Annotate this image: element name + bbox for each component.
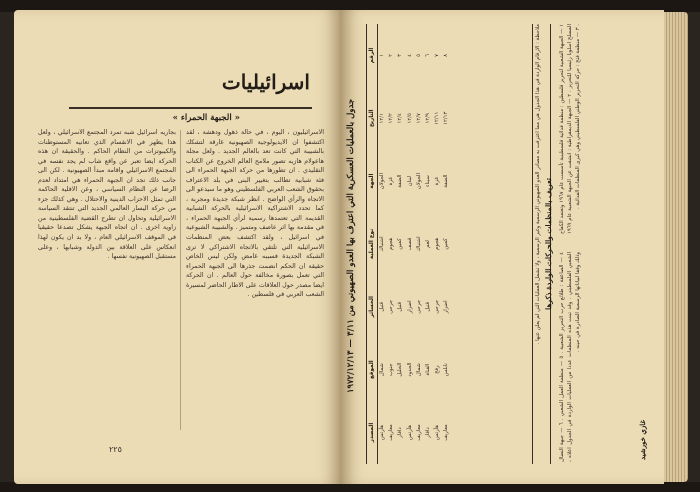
table-row	[424, 24, 433, 464]
table-cell: سيناء	[425, 175, 432, 187]
header-cell: نوع العملية	[367, 213, 378, 276]
table-cell: هآرتس	[406, 424, 413, 441]
table-row	[378, 24, 388, 464]
table-cell: دافار	[425, 427, 432, 438]
table-cell: ١٢/١١	[434, 111, 441, 125]
table-cell: ١٢/٤	[397, 113, 404, 124]
header-cell: الرقم	[367, 24, 378, 87]
table-cell: دافار	[397, 427, 404, 438]
table-cell: نابلس	[443, 363, 450, 377]
table-note: ملاحظة : الارقام الواردة في هذا الجدول هي مما اعترفت به مصادر العدو الصهيوني الرسمية وغير الرسمية ، ولا تشمل العمليات التي لم يعلن عنها .	[535, 24, 541, 345]
table-cell: الضفة	[443, 174, 450, 188]
table-cell: ١٢/٢	[388, 113, 395, 124]
table-cell: الجولان	[379, 173, 385, 190]
table-cell: شمال	[379, 363, 385, 377]
table-cell: الحدود	[406, 362, 413, 377]
header-cell: الخسائر	[367, 275, 378, 338]
table-cell: قصف	[406, 237, 413, 251]
table-cell: كمين	[443, 238, 450, 250]
table-cell: كمين	[397, 238, 404, 250]
table-cell: القناة	[425, 363, 432, 376]
table-cell: ٢	[388, 54, 395, 57]
table-cell: قتيل	[379, 301, 385, 312]
header-cell: الجهة	[367, 150, 378, 213]
table-row	[387, 24, 396, 464]
table-cell: غزة	[434, 176, 441, 186]
table-row	[396, 24, 405, 464]
column-divider	[180, 130, 181, 430]
table-cell: ٦	[425, 54, 432, 57]
table-cell: الجولان	[415, 173, 422, 190]
table-cell: ١٢/٥	[406, 113, 413, 124]
table-cell: جرحى	[434, 299, 441, 314]
table-cell: اضرار	[406, 300, 413, 314]
table-cell: اشتباك	[379, 236, 385, 252]
table-cell: اشتباك	[415, 236, 422, 252]
notes-column-left: ٤ — الصاعقة : طلائع حرب التحرير الشعبية . ٥ — منظمة العمل الشعبي . ٦ — جبهة النضال الشعبي الفلسطيني . وقد تبنت هذه المنظمات عددا من العمليات الواردة في الجدول اعلاه ، وذلك وفقا لبياناتها الرسمية الصادرة في حينه .	[559, 252, 581, 462]
table-cell: قتيل	[425, 301, 432, 312]
table-cell: هآرتس	[379, 424, 385, 441]
table-cell: لغم	[425, 240, 432, 248]
table-cell: جرحى	[415, 299, 422, 314]
table-cell: جرحى	[388, 299, 395, 314]
table-cell: الضفة	[397, 174, 404, 188]
right-page	[340, 10, 664, 484]
text-column-left: بجاريه اسرائيل شبه تمرد المجتمع الاسرائيلي ، ولعل هذا يظهر في الانقسام الذي تعانيه المستوطنات والكيبوتزات من النظام الحاكم . والحقيقة ان هذه الحركة ايضا تعبر عن واقع شاب لم يجد نفسه في المجتمع الاسرائيلي واقامة مبدأ الصهيونية . لكن الى جانب ذلك نجد ان الجبهة الحمراء هي امتداد لعدم الرضا عن النظام السياسي ، وعن الاقلية الحاكمة التي تمثل الاحزاب الدينية والاحتلال . وهي كذلك جزء من حركة اليسار العالمي الجديد التي تنتقد السياسة الاسرائيلية وتحاول ان تطرح القضية الفلسطينية من زاوية اخرى . ان اتجاه الجبهة يشكل تصدعا حقيقيا في الموقف الاسرائيلي العام ، ولا بد ان يكون لهذا انعكاس على العلاقة بين الدولة وشبابها ، وعلى مستقبل الصهيونية نفسها .	[38, 129, 176, 261]
table-cell: معاريف	[415, 424, 422, 441]
table-cell: ٥	[415, 54, 422, 57]
table-cell: هجوم	[388, 237, 395, 251]
table-cell: اضرار	[443, 300, 450, 314]
title-rule	[69, 107, 312, 109]
header-cell: المصدر	[367, 401, 378, 464]
table-cell: ١٢/٧	[415, 113, 422, 124]
operations-table	[367, 24, 452, 464]
table-row	[415, 24, 424, 464]
rotated-content	[346, 20, 656, 472]
table-cell: ٣	[397, 54, 404, 57]
table-cell: هجوم	[434, 237, 441, 251]
table-cell: الخليل	[397, 362, 404, 377]
table-cell: ٨	[443, 54, 450, 57]
text-column-right: الاسرائيليون ، اليوم ، في حالة ذهول ودهشة ، لقد اكتشفوا ان الايديولوجية الصهيونية غارقة لتشكك بالشبيبة التي كانت تعد بالعالم الجديد . ولعل مجلة هاعولام هازيه تصور ملامح العالم الخروج عن الكتاب التقليدي . ان تطورها من حركة الجبهة الحمراء الى فئة شبابية تطالب بتغيير البنى في بلد الاعتراف بحقوق الشعب العربي الفلسطيني وهو ما سيدعو الى الاتجاه والرأي الواضح . انظر شبكة جديدة ومجربة ، كما تحدد الاشتراكية الاسرائيلية بالحركة الشبابية القديمة التي تعتمدها رسمية لرأي الجبهة الحمراء ، في مقدمة بها اثر عاصف ومتميز . والشبيبة الشيوعية في اسرائيل ، ولقد اكتشف بعض المنظمات الاسرائيلية التي تلتقي بالاتجاه الاشتراكي لا ترى الشبكة الجديدة فسببه غامض ولكن ليس الخاص حقيقة ان الحكم انضمت جذرها الى الجبهة الحمراء التي تعمل بصورة مخالفة حول العالم . ان الحركة ايضا مصدر حول العلاقات على الاطار الحاضر لمسيرة الشعب العربي في فلسطين .	[186, 129, 324, 299]
table-title: جدول بالعمليات العسكرية التي اعترف بها العدو الصهيوني من ٣/١١ — ١٩٧٢/١٢/١٣	[346, 98, 356, 394]
table-row	[433, 24, 442, 464]
page-number: ٢٢٥	[109, 445, 122, 454]
table-cell: معاريف	[443, 424, 450, 441]
table-cell: ١	[379, 54, 385, 57]
article-subtitle: « الجبهة الحمراء »	[172, 113, 240, 123]
author-signature: غازي خورشيد	[638, 419, 647, 460]
table-cell: معاريف	[388, 424, 395, 441]
table-cell: غزة	[388, 176, 395, 186]
header-cell: التاريخ	[367, 87, 378, 150]
table-cell: لبنان	[406, 175, 413, 187]
table-cell: قتيل	[397, 301, 404, 312]
table-cell: جنوب	[388, 363, 395, 376]
left-page	[14, 10, 340, 484]
table-cell: شمال	[415, 363, 422, 377]
table-cell: ١٢/٩	[425, 113, 432, 124]
table-cell: هآرتس	[434, 424, 441, 441]
table-cell: ١٢/١٣	[443, 111, 450, 125]
table-cell: رفح	[434, 365, 441, 374]
header-cell: الموقع	[367, 338, 378, 401]
notes-column-right: ١ — الجبهة الشعبية لتحرير فلسطين : منظمة فدائية فلسطينية تأسست عام ١٩٦٧ وتعتمد الكفاح المسلح اسلوبا رئيسيا للتحرير . ٢ — الجبهة الديمقراطية : انشقت عن الجبهة الشعبية عام ١٩٦٩ . ٣ — منظمة فتح : حركة التحرير الوطني الفلسطيني وهي كبرى المنظمات الفدائية .	[559, 24, 581, 234]
section-title: اسرائيليات	[221, 70, 310, 94]
table-cell: ٧	[434, 54, 441, 57]
section-heading: تعريف بالمنظمات والحركات الواردة ذكرها	[544, 178, 553, 310]
table-cell: ١٢/١	[379, 113, 385, 124]
table-row	[442, 24, 451, 464]
table-header-row	[367, 24, 378, 464]
table-row	[406, 24, 415, 464]
operations-table-block	[366, 24, 533, 464]
table-cell: ٤	[406, 54, 413, 57]
book-page-edges	[664, 12, 688, 482]
